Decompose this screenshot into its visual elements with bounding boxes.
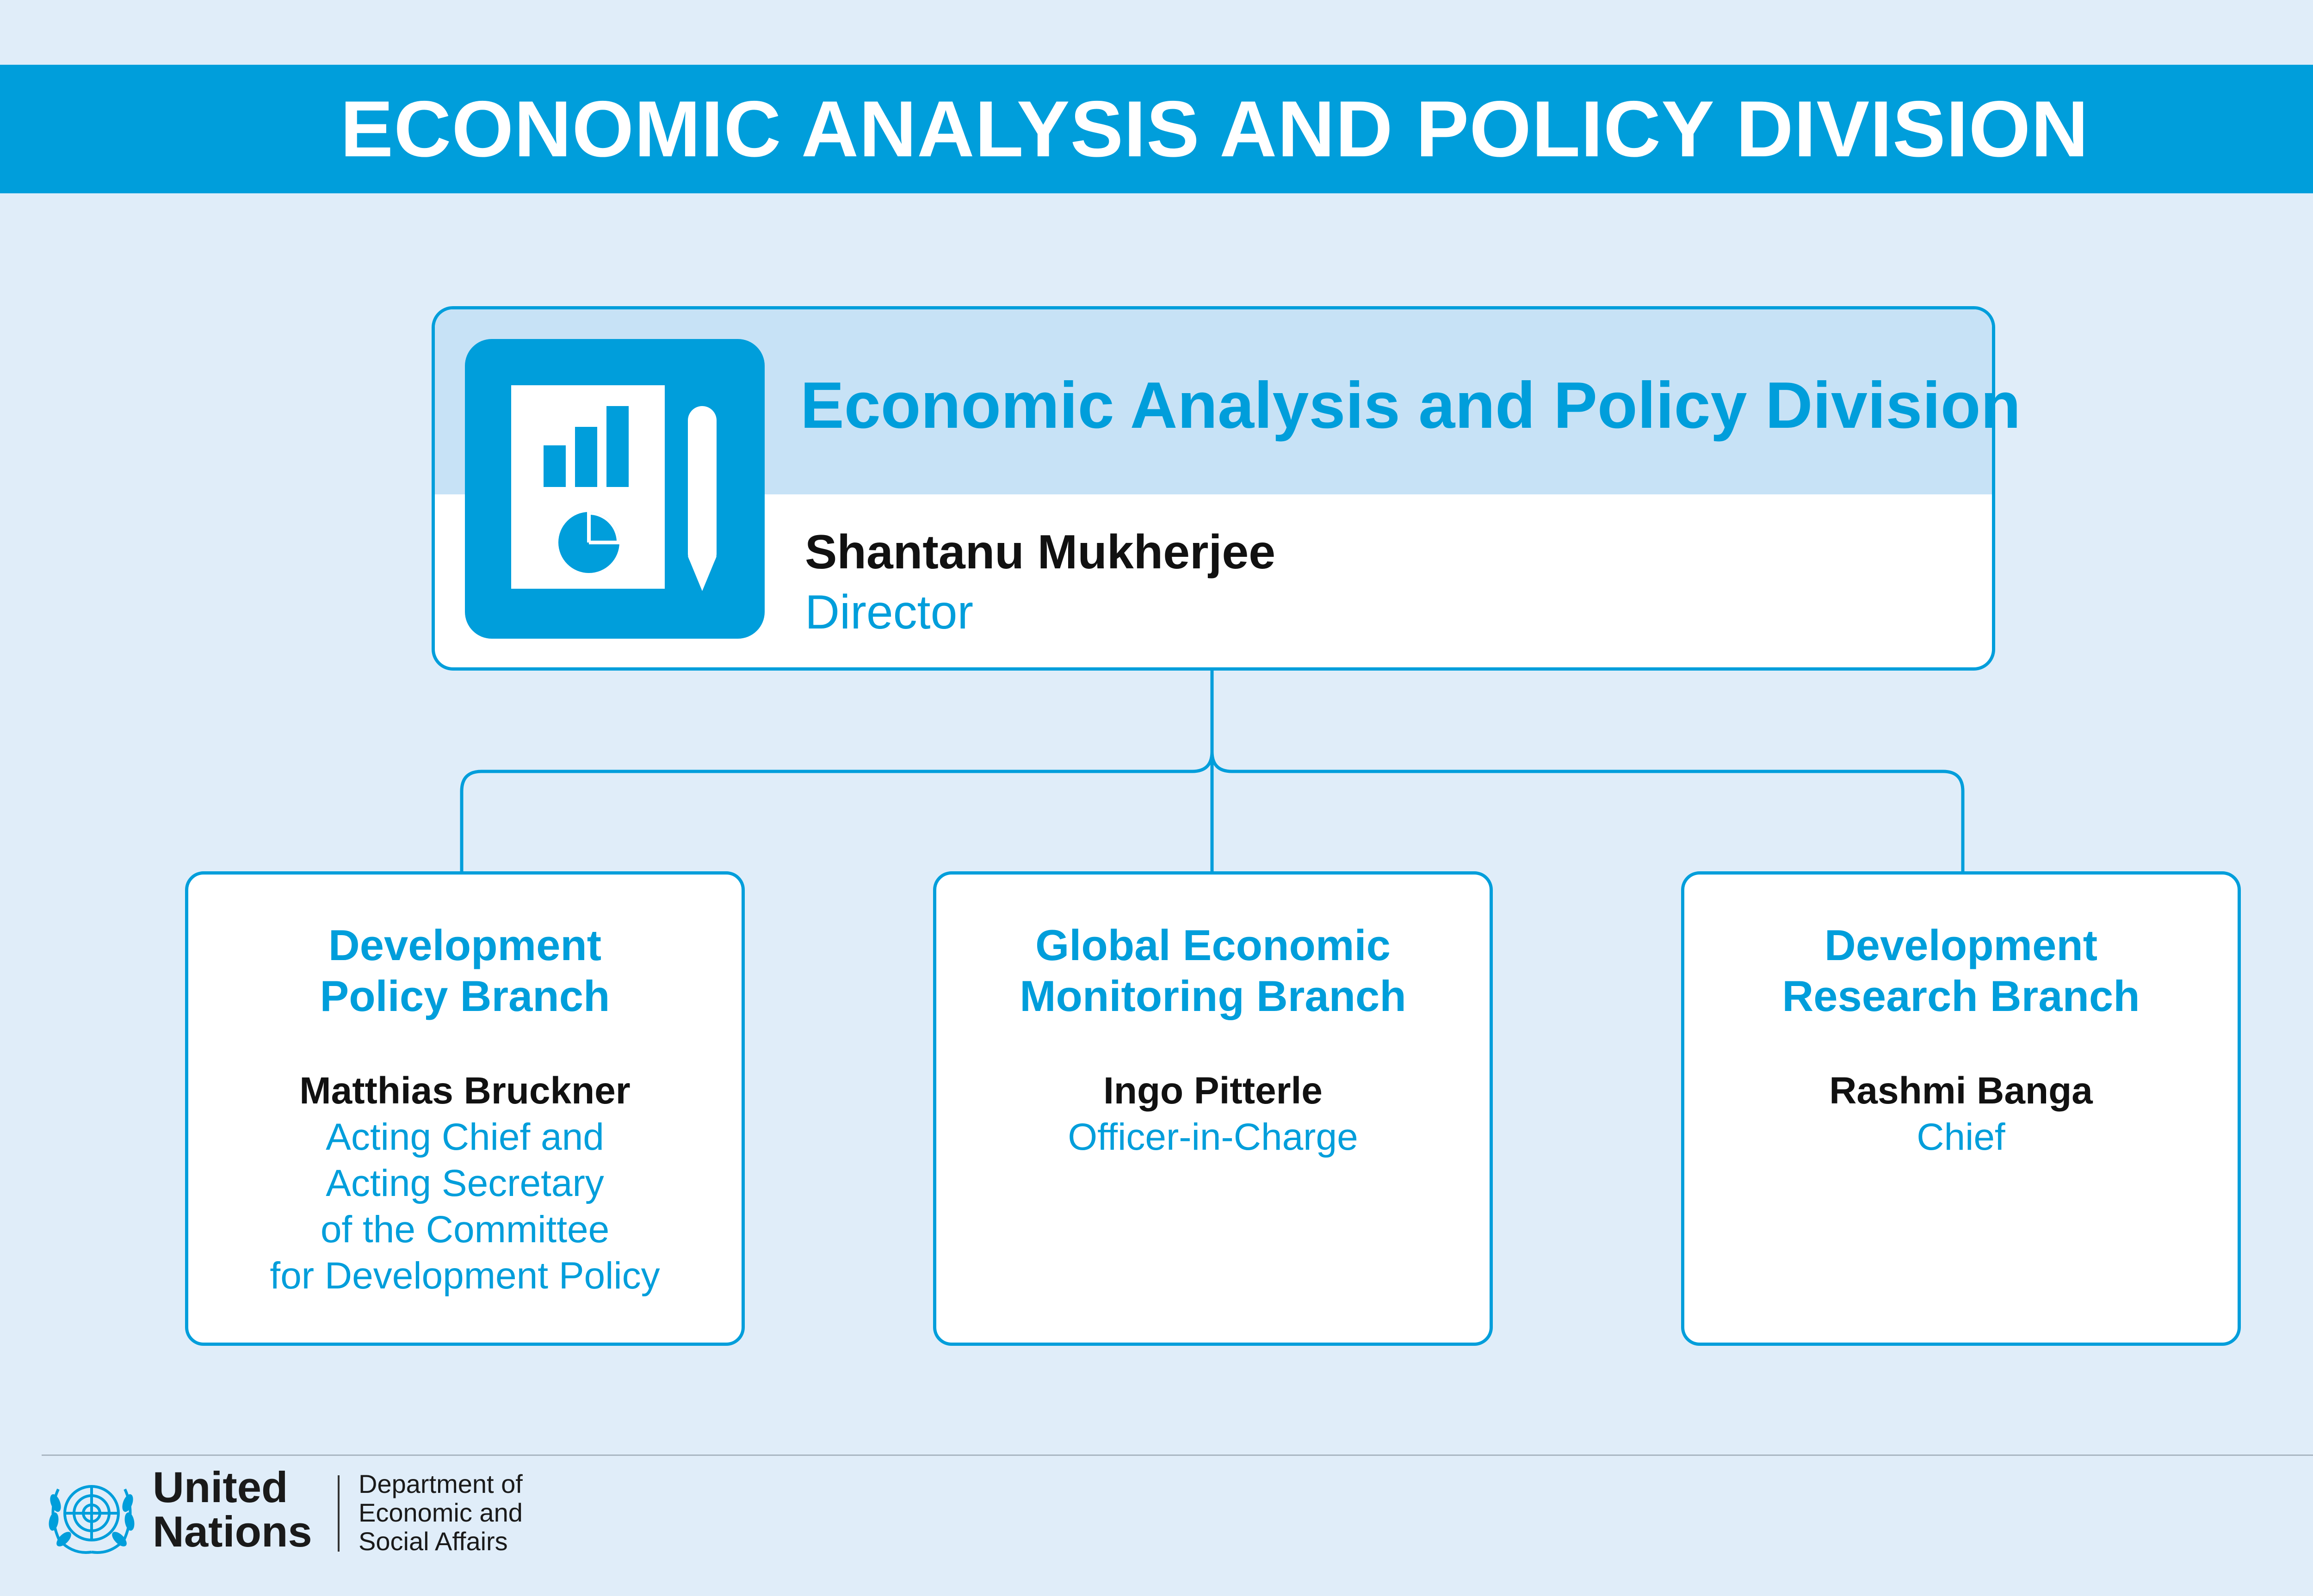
page-title: ECONOMIC ANALYSIS AND POLICY DIVISION: [340, 85, 2089, 173]
branch-head-name: Rashmi Banga: [1829, 1070, 2093, 1112]
connector-right: [1212, 752, 1963, 871]
branch-head-role: Chief: [1917, 1116, 2005, 1158]
director-unit-title: Economic Analysis and Policy Division: [800, 369, 2021, 442]
branch-head-role: Acting Chief and Acting Secretary of the Committee for Development Policy: [270, 1116, 660, 1297]
united-nations-wordmark: United Nations: [153, 1463, 312, 1556]
branch-head-name: Matthias Bruckner: [299, 1070, 631, 1112]
connector-left: [462, 752, 1212, 871]
branch-global-economic-monitoring: [933, 871, 1493, 1346]
branch-head-role: Officer-in-Charge: [1068, 1116, 1358, 1158]
branch-development-research: [1681, 871, 2241, 1346]
branch-title: Development Policy Branch: [320, 921, 610, 1020]
director-role: Director: [805, 585, 974, 639]
footer-divider-line: [42, 1454, 2313, 1456]
title-banner: [0, 65, 2313, 193]
report-chart-pencil-icon: [465, 339, 765, 639]
department-name: Department of Economic and Social Affairs: [359, 1469, 523, 1556]
un-emblem-icon: [41, 1471, 142, 1559]
footer-vertical-divider: [338, 1475, 340, 1552]
branch-head-name: Ingo Pitterle: [1103, 1070, 1323, 1112]
branch-title: Global Economic Monitoring Branch: [1020, 921, 1406, 1020]
branch-title: Development Research Branch: [1782, 921, 2140, 1020]
director-name: Shantanu Mukherjee: [805, 525, 1276, 579]
branch-development-policy: [185, 871, 745, 1346]
